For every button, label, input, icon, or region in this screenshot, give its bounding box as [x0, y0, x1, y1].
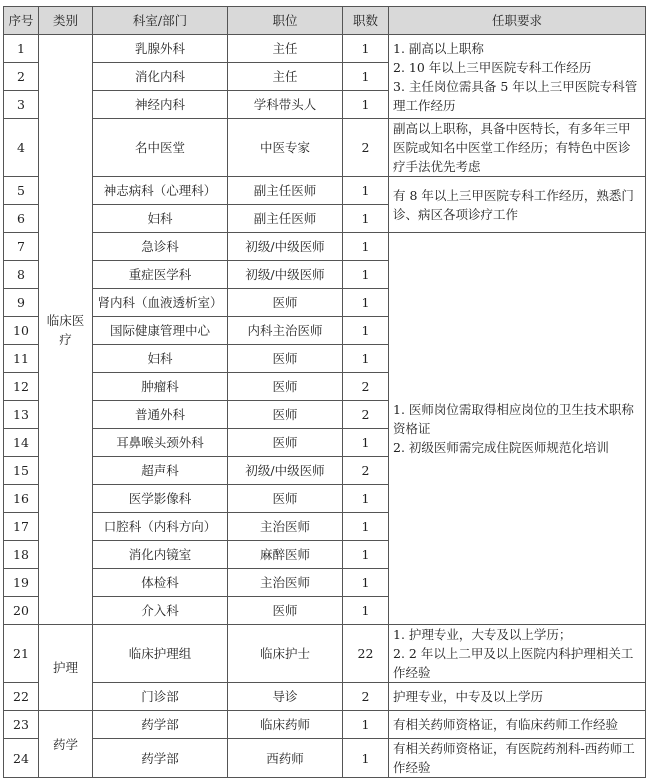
- row-count: 1: [343, 177, 389, 205]
- row-department: 体检科: [93, 569, 228, 597]
- header-category: 类别: [39, 7, 93, 35]
- row-department: 名中医堂: [93, 119, 228, 177]
- row-seq: 20: [4, 597, 39, 625]
- header-department: 科室/部门: [93, 7, 228, 35]
- row-count: 1: [343, 485, 389, 513]
- row-count: 1: [343, 91, 389, 119]
- table-row: [4, 739, 646, 778]
- header-count: 职数: [343, 7, 389, 35]
- row-position: 副主任医师: [228, 177, 343, 205]
- row-department: 消化内科: [93, 63, 228, 91]
- row-count: 1: [343, 711, 389, 739]
- req-senior-title: [389, 35, 646, 119]
- row-department: 乳腺外科: [93, 35, 228, 63]
- row-count: 1: [343, 205, 389, 233]
- row-seq: 19: [4, 569, 39, 597]
- requirement-line: 2. 2 年以上二甲及以上医院内科护理相关工作经验: [393, 646, 634, 680]
- requirement-line: 3. 主任岗位需具备 5 年以上三甲医院专科管理工作经历: [393, 78, 638, 113]
- row-department: 肾内科（血液透析室）: [93, 289, 228, 317]
- header-seq: 序号: [4, 7, 39, 35]
- row-seq: 21: [4, 625, 39, 683]
- row-department: 重症医学科: [93, 261, 228, 289]
- row-count: 1: [343, 233, 389, 261]
- row-seq: 18: [4, 541, 39, 569]
- row-seq: 6: [4, 205, 39, 233]
- row-seq: 12: [4, 373, 39, 401]
- row-seq: 10: [4, 317, 39, 345]
- row-position: 西药师: [228, 739, 343, 778]
- row-position: 内科主治医师: [228, 317, 343, 345]
- row-department: 临床护理组: [93, 625, 228, 683]
- category-nursing: 护理: [39, 625, 93, 711]
- table-row: [4, 711, 646, 739]
- row-position: 医师: [228, 597, 343, 625]
- row-position: 中医专家: [228, 119, 343, 177]
- row-position: 初级/中级医师: [228, 233, 343, 261]
- row-position: 麻醉医师: [228, 541, 343, 569]
- row-department: 药学部: [93, 711, 228, 739]
- row-department: 医学影像科: [93, 485, 228, 513]
- requirement-line: 1. 医师岗位需取得相应岗位的卫生技术职称资格证: [393, 402, 634, 436]
- row-position: 主治医师: [228, 569, 343, 597]
- row-seq: 15: [4, 457, 39, 485]
- row-position: 主治医师: [228, 513, 343, 541]
- row-seq: 13: [4, 401, 39, 429]
- row-seq: 17: [4, 513, 39, 541]
- category-clinical: 临床医疗: [39, 35, 93, 625]
- table-row: [4, 35, 646, 63]
- req-associate-chief: 有 8 年以上三甲医院专科工作经历，熟悉门诊、病区各项诊疗工作: [389, 177, 646, 233]
- table-row: [4, 233, 646, 261]
- row-position: 医师: [228, 345, 343, 373]
- row-count: 1: [343, 739, 389, 778]
- table-row: [4, 683, 646, 711]
- row-position: 导诊: [228, 683, 343, 711]
- row-position: 主任: [228, 35, 343, 63]
- row-position: 初级/中级医师: [228, 457, 343, 485]
- row-count: 1: [343, 569, 389, 597]
- row-seq: 8: [4, 261, 39, 289]
- row-seq: 4: [4, 119, 39, 177]
- row-count: 2: [343, 401, 389, 429]
- requirement-line: 2. 10 年以上三甲医院专科工作经历: [393, 59, 592, 75]
- row-count: 2: [343, 373, 389, 401]
- row-department: 肿瘤科: [93, 373, 228, 401]
- row-count: 1: [343, 597, 389, 625]
- recruitment-table: [3, 6, 646, 778]
- row-department: 急诊科: [93, 233, 228, 261]
- row-seq: 1: [4, 35, 39, 63]
- requirement-line: 1. 护理专业，大专及以上学历；: [393, 627, 572, 642]
- row-count: 1: [343, 429, 389, 457]
- category-pharmacy: 药学: [39, 711, 93, 778]
- req-clinical-pharmacist: 有相关药师资格证，有临床药师工作经验: [389, 711, 646, 739]
- table-row: [4, 177, 646, 205]
- row-seq: 11: [4, 345, 39, 373]
- row-count: 2: [343, 683, 389, 711]
- row-position: 临床药师: [228, 711, 343, 739]
- req-guide: 护理专业，中专及以上学历: [389, 683, 646, 711]
- row-department: 消化内镜室: [93, 541, 228, 569]
- row-count: 1: [343, 289, 389, 317]
- row-count: 2: [343, 457, 389, 485]
- row-seq: 7: [4, 233, 39, 261]
- row-count: 1: [343, 513, 389, 541]
- row-count: 1: [343, 317, 389, 345]
- row-seq: 5: [4, 177, 39, 205]
- row-department: 耳鼻喉头颈外科: [93, 429, 228, 457]
- row-department: 超声科: [93, 457, 228, 485]
- row-seq: 22: [4, 683, 39, 711]
- row-position: 临床护士: [228, 625, 343, 683]
- table-row: [4, 119, 646, 177]
- requirement-line: 1. 副高以上职称: [393, 40, 484, 56]
- row-position: 医师: [228, 485, 343, 513]
- row-department: 国际健康管理中心: [93, 317, 228, 345]
- row-position: 学科带头人: [228, 91, 343, 119]
- requirement-line: 2. 初级医师需完成住院医师规范化培训: [393, 440, 609, 455]
- row-position: 医师: [228, 401, 343, 429]
- row-department: 普通外科: [93, 401, 228, 429]
- req-nurse: [389, 625, 646, 683]
- row-seq: 14: [4, 429, 39, 457]
- header-position: 职位: [228, 7, 343, 35]
- row-count: 1: [343, 63, 389, 91]
- row-count: 1: [343, 35, 389, 63]
- header-requirements: 任职要求: [389, 7, 646, 35]
- row-count: 22: [343, 625, 389, 683]
- row-department: 妇科: [93, 205, 228, 233]
- row-count: 1: [343, 345, 389, 373]
- header-row: [4, 7, 646, 35]
- row-position: 医师: [228, 373, 343, 401]
- req-physician: [389, 233, 646, 625]
- row-seq: 2: [4, 63, 39, 91]
- row-department: 妇科: [93, 345, 228, 373]
- row-department: 药学部: [93, 739, 228, 778]
- row-seq: 24: [4, 739, 39, 778]
- row-position: 医师: [228, 289, 343, 317]
- req-tcm-expert: 副高以上职称，具备中医特长，有多年三甲医院或知名中医堂工作经历；有特色中医诊疗手法优先考虑: [389, 119, 646, 177]
- row-position: 医师: [228, 429, 343, 457]
- row-count: 1: [343, 261, 389, 289]
- row-count: 2: [343, 119, 389, 177]
- row-department: 介入科: [93, 597, 228, 625]
- row-department: 神经内科: [93, 91, 228, 119]
- row-seq: 16: [4, 485, 39, 513]
- row-seq: 3: [4, 91, 39, 119]
- row-department: 神志病科（心理科）: [93, 177, 228, 205]
- table-row: [4, 625, 646, 683]
- row-position: 初级/中级医师: [228, 261, 343, 289]
- row-position: 主任: [228, 63, 343, 91]
- row-seq: 9: [4, 289, 39, 317]
- row-seq: 23: [4, 711, 39, 739]
- row-department: 口腔科（内科方向）: [93, 513, 228, 541]
- row-position: 副主任医师: [228, 205, 343, 233]
- row-department: 门诊部: [93, 683, 228, 711]
- req-western-pharmacist: 有相关药师资格证，有医院药剂科-西药师工作经验: [389, 739, 646, 778]
- row-count: 1: [343, 541, 389, 569]
